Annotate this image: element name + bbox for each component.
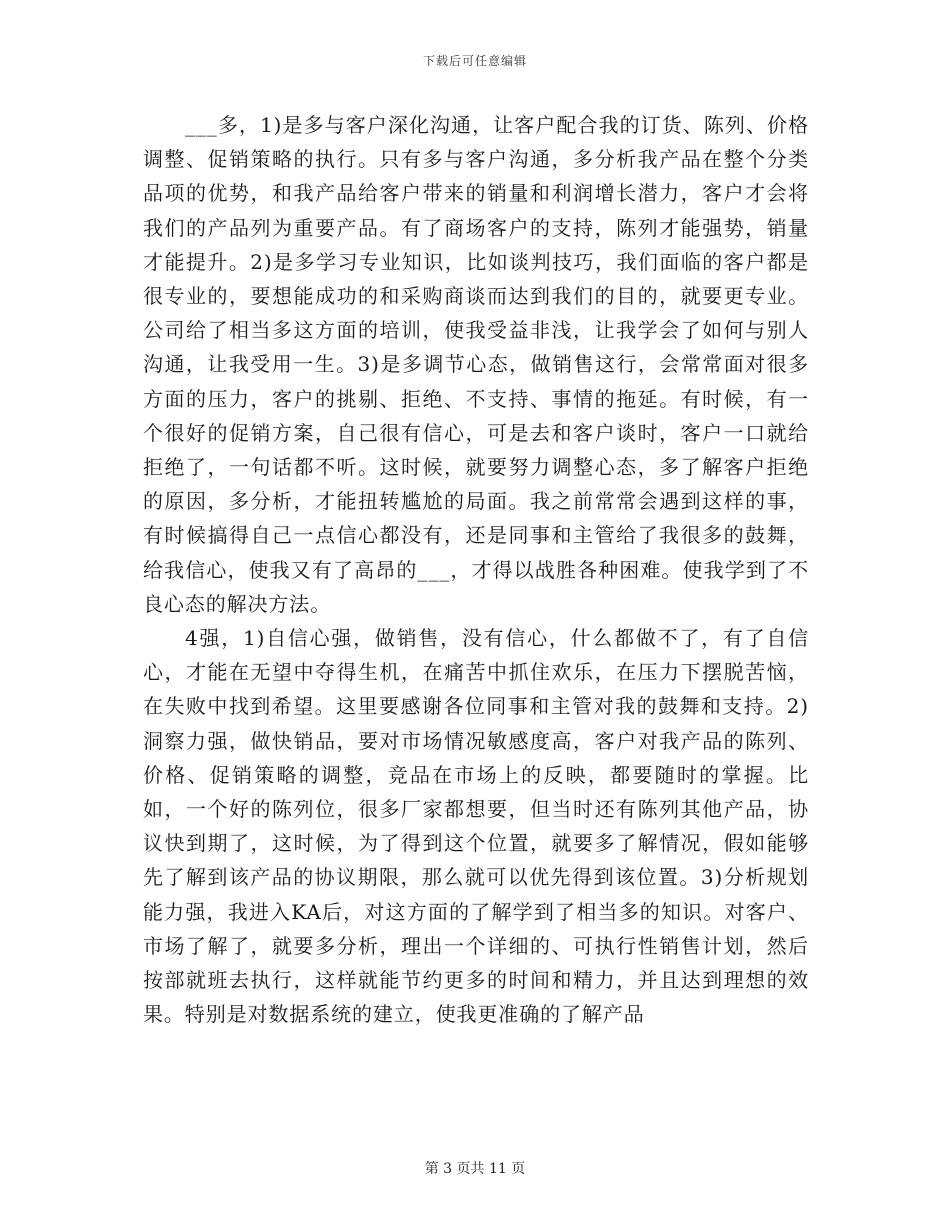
page-footer: 第 3 页共 11 页 xyxy=(424,1161,526,1177)
paragraph-2: 4强，1)自信心强，做销售，没有信心，什么都做不了，有了自信心，才能在无望中夺得生机，在痛苦中抓住欢乐，在压力下摆脱苦恼，在失败中找到希望。这里要感谢各位同事和主管对我的鼓舞和支持。2)洞察力强，做快销品，要对市场情况敏感度高，客户对我产品的陈列、价格、促销策略的调整，竞品在市场上的反映，都要随时的掌握。比如，一个好的陈列位，很多厂家都想要，但当时还有陈列其他产品，协议快到期了，这时候，为了得到这个位置，就要多了解情况，假如能够先了解到该产品的协议期限，那么就可以优先得到该位置。3)分析规划能力强，我进入KA后，对这方面的了解学到了相当多的知识。对客户、市场了解了，就要多分析，理出一个详细的、可执行性销售计划，然后按部就班去执行，这样就能节约更多的时间和精力，并且达到理想的效果。特别是对数据系统的建立，使我更准确的了解产品 xyxy=(143,626,809,1027)
paragraph-1: ___多，1)是多与客户深化沟通，让客户配合我的订货、陈列、价格调整、促销策略的执行。只有多与客户沟通，多分析我产品在整个分类品项的优势，和我产品给客户带来的销量和利润增长潜力，客户才会将我们的产品列为重要产品。有了商场客户的支持，陈列才能强势，销量才能提升。2)是多学习专业知识，比如谈判技巧，我们面临的客户都是很专业的，要想能成功的和采购商谈而达到我们的目的，就要更专业。公司给了相当多这方面的培训，使我受益非浅，让我学会了如何与别人沟通，让我受用一生。3)是多调节心态，做销售这行，会常常面对很多方面的压力，客户的挑剔、拒绝、不支持、事情的拖延。有时候，有一个很好的促销方案，自己很有信心，可是去和客户谈时，客户一口就给拒绝了，一句话都不听。这时候，就要努力调整心态，多了解客户拒绝的原因，多分析，才能扭转尴尬的局面。我之前常常会遇到这样的事，有时候搞得自己一点信心都没有，还是同事和主管给了我很多的鼓舞，给我信心，使我又有了高昂的___，才得以战胜各种困难。使我学到了不良心态的解决方法。 xyxy=(143,113,809,616)
document-body xyxy=(143,108,809,1031)
page-header: 下载后可任意编辑 xyxy=(422,54,527,68)
